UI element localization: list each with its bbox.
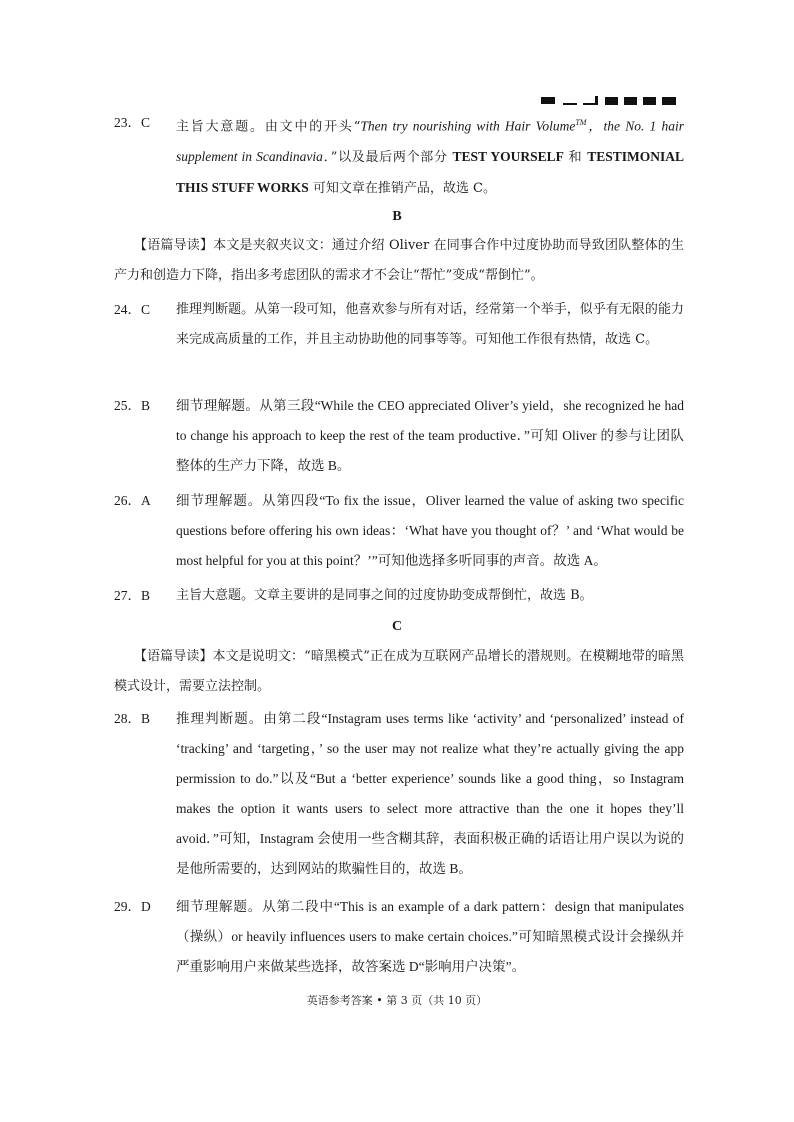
explanation: 推理判断题。从第一段可知，他喜欢参与所有对话，经常第一个举手，似乎有无限的能力来完成高质量的工作，并且主动协助他的同事等等。可知他工作很有热情，故选 C。 <box>176 302 684 347</box>
question-number: 27．B <box>114 588 151 603</box>
explanation: 主旨大意题。由文中的开头“Then try nourishing with Hair Volume™，the No. 1 hair supplement in Scandinavia．”以及最后两个部分 TEST YOURSELF 和 TESTIMONIAL THIS STUFF WORKS 可知文章在推销产品，故选 C。 <box>176 118 684 197</box>
question-number: 23．C <box>114 115 151 130</box>
explanation: 细节理解题。从第四段“To fix the issue，Oliver learned the value of asking two specific questions before offering his own ideas：‘What have you thought of？’ and ‘What would be most helpful for you at this point？’”可知他选择多听同事的声音。故选 A。 <box>176 493 684 568</box>
passage-guide-c: 【语篇导读】本文是说明文：“暗黑模式”正在成为互联网产品增长的潜规则。在模糊地带的暗黑模式设计，需要立法控制。 <box>114 649 684 694</box>
corner-registration-mark <box>541 96 683 106</box>
answer-25 <box>114 391 684 481</box>
passage-guide-b: 【语篇导读】本文是夹叙夹议文：通过介绍 Oliver 在同事合作中过度协助而导致团队整体的生产力和创造力下降，指出多考虑团队的需求才不会让“帮忙”变成“帮倒忙”。 <box>114 238 684 283</box>
question-number: 25．B <box>114 398 151 413</box>
explanation: 推理判断题。由第二段“Instagram uses terms like ‘activity’ and ‘personalized’ instead of ‘tracking’ and ‘targeting，’ so the user may not realize what they’re actually giving the app permission to do.”以及“But a ‘better experience’ sounds like a good thing，so Instagram makes the option it wants users to select more attractive than the one it hopes they’ll avoid．”可知，Instagram 会使用一些含糊其辞，表面积极正确的话语让用户误以为说的是他所需要的，达到网站的欺骗性目的，故选 B。 <box>176 711 684 876</box>
page-footer: 英语参考答案 • 第 3 页（共 10 页） <box>306 994 488 1007</box>
answer-24 <box>114 295 684 355</box>
question-number: 26．A <box>114 493 151 508</box>
question-number: 28．B <box>114 711 151 726</box>
section-heading-c: C <box>391 619 403 634</box>
answer-23 <box>114 108 684 204</box>
answer-28 <box>114 704 684 884</box>
question-number: 29．D <box>114 899 151 914</box>
section-heading-b: B <box>392 209 402 224</box>
answer-26 <box>114 486 684 576</box>
answer-29 <box>114 892 684 982</box>
explanation: 主旨大意题。文章主要讲的是同事之间的过度协助变成帮倒忙，故选 B。 <box>176 588 593 603</box>
explanation: 细节理解题。从第三段“While the CEO appreciated Oliver’s yield，she recognized he had to change his approach to keep the rest of the team productive．”可知 Oliver 的参与让团队整体的生产力下降，故选 B。 <box>176 398 684 473</box>
explanation: 细节理解题。从第二段中“This is an example of a dark pattern：design that manipulates（操纵）or heavily influences users to make certain choices.”可知暗黑模式设计会操纵并严重影响用户来做某些选择，故答案选 D“影响用户决策”。 <box>176 899 684 974</box>
question-number: 24．C <box>114 302 151 317</box>
answer-27 <box>114 581 684 611</box>
